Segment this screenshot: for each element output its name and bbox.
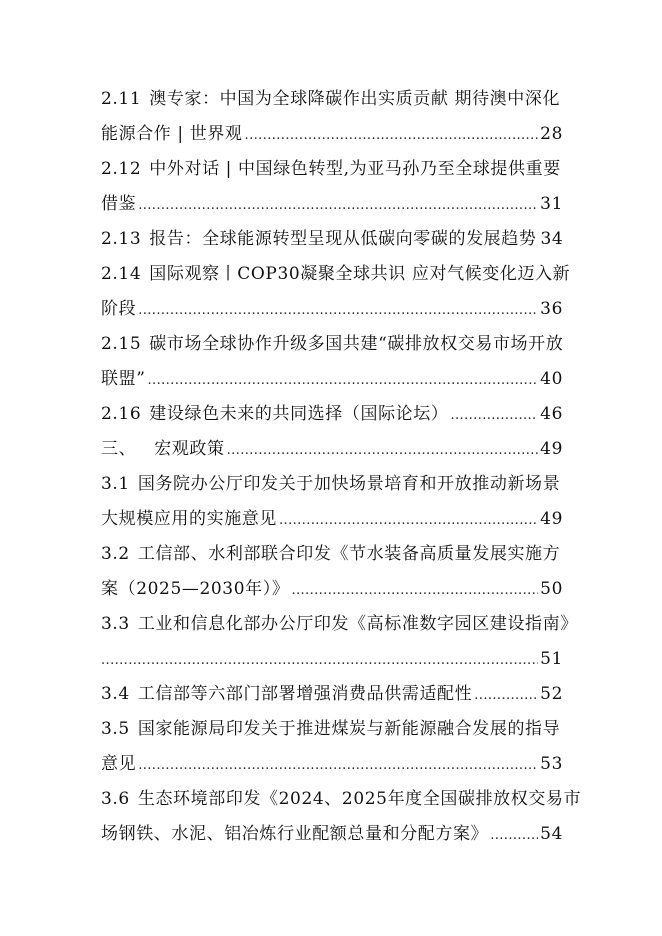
dot-leader [138, 188, 538, 223]
toc-entry-number: 2.14 [101, 264, 142, 284]
toc-page-number: 51 [540, 649, 563, 669]
toc-entry-title: 中外对话 | 中国绿色转型,为亚马孙乃至全球提供重要 [149, 159, 561, 179]
toc-section-title: 宏观政策 [154, 439, 225, 459]
toc-page-number: 31 [540, 194, 563, 214]
toc-entry-title-cont: 案（2025—2030年）》 [101, 579, 290, 599]
toc-entry-2-14[interactable] [101, 257, 571, 327]
toc-page-number: 52 [540, 684, 563, 704]
toc-entry-title: 澳专家：中国为全球降碳作出实质贡献 期待澳中深化 [149, 89, 561, 109]
toc-entry-title: 国际观察丨COP30凝聚全球共识 应对气候变化迈入新 [149, 264, 571, 284]
toc-entry-2-12[interactable] [101, 152, 563, 222]
toc-entry-title: 建设绿色未来的共同选择（国际论坛） [149, 404, 449, 424]
dot-leader [245, 118, 539, 153]
toc-entry-number: 3.6 [101, 789, 130, 809]
toc-entry-title-cont: 联盟” [101, 369, 146, 389]
dot-leader [490, 818, 538, 853]
toc-entry-title-cont: 能源合作 | 世界观 [101, 124, 243, 144]
dot-leader [138, 748, 538, 783]
toc-page-number: 34 [540, 229, 564, 249]
toc-entry-3-4[interactable] [101, 677, 563, 712]
toc-entry-number: 3.1 [101, 474, 130, 494]
toc-page-number: 53 [540, 754, 563, 774]
table-of-contents [101, 82, 582, 852]
toc-entry-title: 生态环境部印发《2024、2025年度全国碳排放权交易市 [137, 789, 582, 809]
dot-leader [279, 503, 538, 538]
toc-page-number: 46 [540, 404, 563, 424]
toc-page-number: 50 [540, 579, 563, 599]
toc-entry-title: 工信部、水利部联合印发《节水装备高质量发展实施方 [137, 544, 561, 564]
toc-page-number: 54 [540, 824, 563, 844]
toc-entry-number: 3.4 [101, 684, 130, 704]
toc-entry-title: 碳市场全球协作升级多国共建“碳排放权交易市场开放 [149, 334, 564, 354]
toc-page-number: 40 [540, 369, 563, 389]
toc-entry-title-cont: 场钢铁、水泥、铝冶炼行业配额总量和分配方案》 [101, 824, 489, 844]
toc-entry-title-cont: 借鉴 [101, 194, 137, 214]
toc-entry-number: 3.5 [101, 719, 130, 739]
toc-entry-title-cont: 阶段 [101, 299, 137, 319]
dot-leader [101, 643, 538, 678]
toc-entry-2-15[interactable] [101, 327, 563, 397]
toc-page-number: 49 [540, 509, 563, 529]
dot-leader [227, 433, 539, 468]
toc-entry-title: 报告：全球能源转型呈现从低碳向零碳的发展趋势 [149, 229, 537, 249]
toc-section-3[interactable] [101, 432, 563, 467]
toc-entry-3-2[interactable] [101, 537, 563, 607]
toc-entry-title: 国务院办公厅印发关于加快场景培育和开放推动新场景 [137, 474, 561, 494]
toc-page-number: 36 [540, 299, 563, 319]
toc-entry-title-cont: 大规模应用的实施意见 [101, 509, 277, 529]
toc-entry-3-5[interactable] [101, 712, 563, 782]
toc-entry-number: 2.13 [101, 229, 142, 249]
toc-entry-3-1[interactable] [101, 467, 563, 537]
toc-section-number: 三、 [101, 439, 137, 459]
dot-leader [474, 678, 538, 713]
toc-entry-3-3[interactable] [101, 607, 578, 677]
toc-entry-number: 2.15 [101, 334, 142, 354]
toc-entry-number: 2.16 [101, 404, 142, 424]
toc-entry-title: 工信部等六部门部署增强消费品供需适配性 [137, 684, 473, 704]
toc-entry-2-13[interactable] [101, 222, 563, 257]
toc-entry-2-16[interactable] [101, 397, 563, 432]
dot-leader [450, 398, 538, 433]
toc-entry-title: 工业和信息化部办公厅印发《高标准数字园区建设指南》 [137, 614, 578, 634]
toc-entry-2-11[interactable] [101, 82, 563, 152]
dot-leader [148, 363, 539, 398]
toc-page-number: 49 [540, 439, 563, 459]
toc-entry-title-cont: 意见 [101, 754, 137, 774]
toc-entry-title: 国家能源局印发关于推进煤炭与新能源融合发展的指导 [137, 719, 561, 739]
toc-entry-3-6[interactable] [101, 782, 582, 852]
toc-page-number: 28 [540, 124, 563, 144]
toc-entry-number: 2.11 [101, 89, 142, 109]
dot-leader [291, 573, 538, 608]
toc-entry-number: 2.12 [101, 159, 142, 179]
dot-leader [138, 293, 538, 328]
toc-entry-number: 3.3 [101, 614, 130, 634]
toc-entry-number: 3.2 [101, 544, 130, 564]
